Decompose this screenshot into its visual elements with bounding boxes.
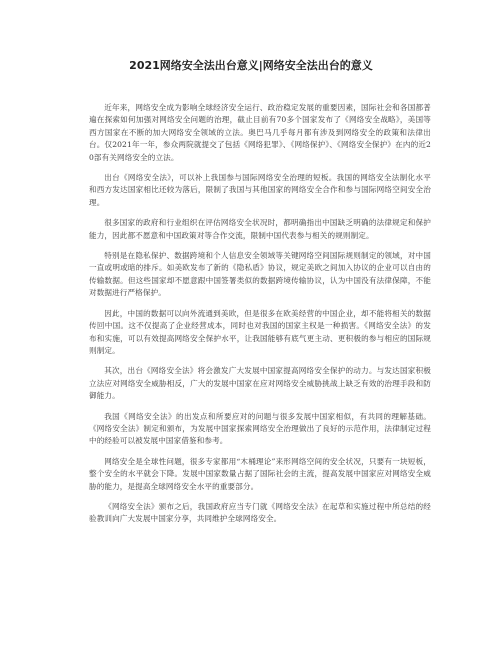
paragraph: 因此，中国的数据可以向外流通到美欧，但是很多在欧美经营的中国企业，却不能将相关的数据传回中国。这不仅提高了企业经营成本，同时也对我国的国家主权是一种损害。《网络安全法》的发布和实施，可以有效提高网络安全保护水平，让我国能够有底气更主动、更积极的参与相应的国际规则制定。 <box>89 308 431 355</box>
paragraph: 很多国家的政府和行业组织在评估网络安全状况时，都明确指出中国缺乏明确的法律规定和保护能力，因此都不愿意和中国政策对等合作交流，限制中国代表参与相关的规则制定。 <box>89 218 431 240</box>
paragraph: 我国《网络安全法》的出发点和所要应对的问题与很多发展中国家相似，有共同的理解基础。《网络安全法》制定和颁布，为发展中国家探索网络安全治理做出了良好的示范作用，法律制定过程中的经验可以被发展中国家借鉴和参考。 <box>89 411 431 446</box>
document-body <box>89 102 431 534</box>
paragraph: 近年来，网络安全成为影响全球经济安全运行、政治稳定发展的重要因素，国际社会和各国都普遍在探索如何加强对网络安全问题的治理，截止目前有70多个国家发布了《网络安全战略》，美国等西方国家在不断的加大网络安全领域的立法。奥巴马几乎每月都有涉及到网络安全的政策和法律出台。仅2021年一年，参众两院就提交了包括《网络犯罪》、《网络保护》、《网络安全保护》在内的近20部有关网络安全的立法。 <box>89 103 431 162</box>
paragraph: 网络安全是全球性问题，很多专家都用“木桶理论”来形网络空间的安全状况，只要有一块短板，整个安全的水平就会下降。发展中国家数量占据了国际社会的主流，提高发展中国家应对网络安全威胁的能力，是提高全球网络安全水平的重要部分。 <box>89 456 431 491</box>
paragraph: 特别是在隐私保护、数据跨境和个人信息安全领域等关键网络空间国际规则制定的领域，对中国一直或明或暗的排斥。如美欧发布了新的《隐私盾》协议，规定美欧之间加入协议的企业可以自由的传输数据。但这些国家却不愿意跟中国签署类似的数据跨境传输协议，认为中国没有法律保障，不能对数据进行严格保护。 <box>89 251 431 298</box>
paragraph: 《网络安全法》颁布之后，我国政府应当专门就《网络安全法》在起草和实施过程中所总结的经验教训向广大发展中国家分享，共同维护全球网络安全。 <box>89 501 431 524</box>
paragraph: 出台《网络安全法》，可以补上我国参与国际网络安全治理的短板。我国的网络安全法制化水平和西方发达国家相比还较为落后，限制了我国与其他国家的网络安全合作和参与国际网络空间安全治理。 <box>89 173 431 207</box>
paragraph: 其次，出台《网络安全法》将会激发广大发展中国家提高网络安全保护的动力。与发达国家积极立法应对网络安全威胁相反，广大的发展中国家在应对网络安全威胁挑战上缺乏有效的治理手段和防御能力。 <box>89 366 431 401</box>
document-title: 2021网络安全法出台意义|网络安全法出台的意义 <box>129 59 373 72</box>
